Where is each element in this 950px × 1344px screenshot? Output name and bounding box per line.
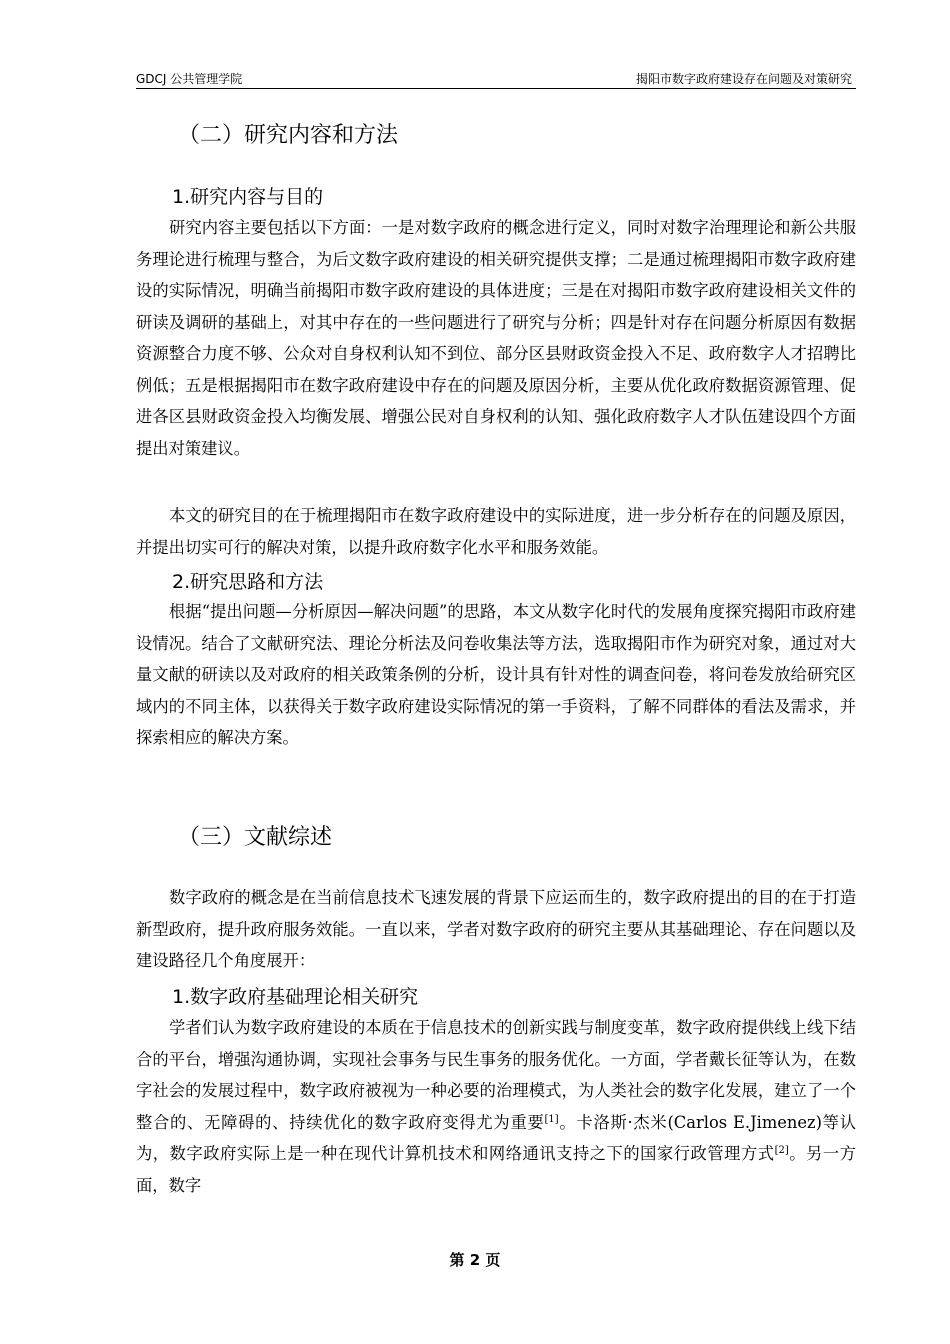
section-heading-literature-review: （三）文献综述: [178, 825, 333, 850]
subheading-approach-methods: 2.研究思路和方法: [172, 571, 324, 593]
page-header: [136, 64, 856, 89]
citation-ref-2: [2]: [774, 1145, 789, 1156]
citation-ref-1: [1]: [544, 1113, 559, 1125]
subheading-basic-theory: 1.数字政府基础理论相关研究: [172, 986, 419, 1008]
paragraph-research-content: 研究内容主要包括以下方面：一是对数字政府的概念进行定义，同时对数字治理理论和新公共服务理论进行梳理与整合，为后文数字政府建设的相关研究提供支撑；二是通过梳理揭阳市数字政府建设的实际情况，明确当前揭阳市数字政府建设的具体进度；三是在对揭阳市数字政府建设相关文件的研读及调研的基础上，对其中存在的一些问题进行了研究与分析；四是针对存在问题分析原因有数据资源整合力度不够、公众对自身权利认知不到位、部分区县财政资金投入不足、政府数字人才招聘比例低；五是根据揭阳市在数字政府建设中存在的问题及原因分析，主要从优化政府数据资源管理、促进各区县财政资金投入均衡发展、增强公民对自身权利的认知、强化政府数字人才队伍建设四个方面提出对策建议。: [136, 218, 856, 458]
text-segment: 学者们认为数字政府建设的本质在于信息技术的创新实践与制度变革，数字政府提供线上线下结合的平台，增强沟通协调，实现社会事务与民生事务的服务优化。一方面，学者戴长征等认为，在数字社会的发展过程中，数字政府被视为一种必要的治理模式，为人类社会的数字化发展，建立了一个整合的、无障碍的、持续优化的数字政府变得尤为重要: [136, 1018, 856, 1132]
text-segment: 。另一方面，数字: [136, 1144, 856, 1195]
header-institution: GDCJ 公共管理学院: [136, 72, 243, 86]
paragraph-research-methods: 根据“提出问题—分析原因—解决问题”的思路，本文从数字化时代的发展角度探究揭阳市政府建设情况。结合了文献研究法、理论分析法及问卷收集法等方法，选取揭阳市作为研究对象，通过对大量文献的研读以及对政府的相关政策条例的分析，设计具有针对性的调查问卷，将问卷发放给研究区域内的不同主体，以获得关于数字政府建设实际情况的第一手资料，了解不同群体的看法及需求，并探索相应的解决方案。: [136, 602, 856, 747]
subheading-content-purpose: 1.研究内容与目的: [172, 186, 324, 208]
section-heading-research-content: （二）研究内容和方法: [178, 123, 399, 148]
page-number: 第 2 页: [449, 1251, 501, 1269]
paragraph-basic-theory: [136, 1012, 856, 1201]
paragraph-literature-intro: 数字政府的概念是在当前信息技术飞速发展的背景下应运而生的，数字政府提出的目的在于打造新型政府，提升政府服务效能。一直以来，学者对数字政府的研究主要从其基础理论、存在问题以及建设路径几个角度展开：: [136, 888, 856, 970]
paragraph-research-purpose: 本文的研究目的在于梳理揭阳市在数字政府建设中的实际进度，进一步分析存在的问题及原因，并提出切实可行的解决对策，以提升政府数字化水平和服务效能。: [136, 506, 856, 557]
header-thesis-title: 揭阳市数字政府建设存在问题及对策研究: [635, 72, 852, 86]
text-segment: 。卡洛斯·杰米(Carlos E.Jimenez)等认为，数字政府实际上是一种在现代计算机技术和网络通讯支持之下的国家行政管理方式: [136, 1112, 856, 1163]
